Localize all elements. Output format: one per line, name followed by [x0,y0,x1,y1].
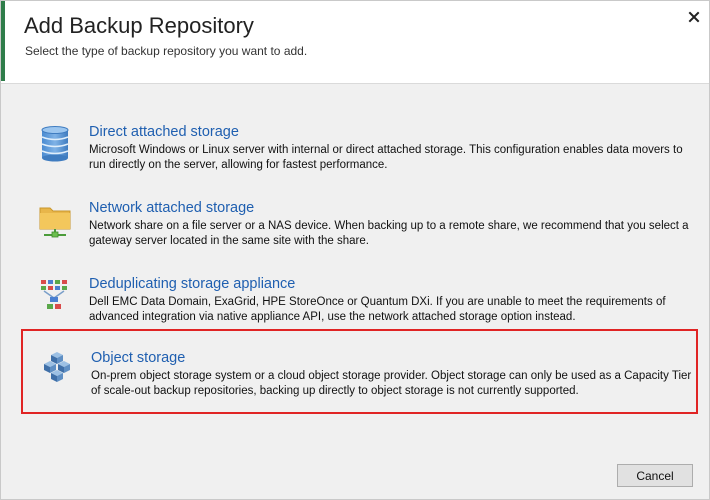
option-title[interactable]: Network attached storage [89,200,255,216]
option-title[interactable]: Direct attached storage [89,124,239,140]
dialog-subtitle: Select the type of backup repository you want to add. [25,44,308,58]
dialog-title: Add Backup Repository [24,13,254,38]
network-folder-icon [39,202,71,238]
cancel-button[interactable]: Cancel [617,464,693,487]
option-description: Microsoft Windows or Linux server with internal or direct attached storage. This configuration enables data movers to run directly on the server, allowing for fastest performance. [89,144,683,171]
accent-bar [1,1,5,81]
object-storage-icon [41,351,73,387]
close-icon[interactable] [685,8,703,26]
option-description: Network share on a file server or a NAS device. When backing up to a remote share, we recommend that you select a gateway server located in the same site with the share. [89,220,689,247]
database-icon [39,126,71,162]
dialog-header [1,1,709,84]
dedup-appliance-icon [39,278,71,314]
option-description: Dell EMC Data Domain, ExaGrid, HPE StoreOnce or Quantum DXi. If you are unable to meet the requirements of advanced integration via native appliance API, use the network attached storage option instead. [89,296,666,323]
option-object-storage[interactable] [21,329,698,414]
option-direct-attached-storage[interactable] [21,120,698,190]
option-description: On-prem object storage system or a cloud object storage provider. Object storage can only be used as a Capacity Tier of scale-out backup repositories, backing up directly to object storage is not currently supported. [91,370,692,397]
option-network-attached-storage[interactable] [21,196,698,266]
dialog-body [1,84,709,499]
option-title[interactable]: Object storage [91,350,186,366]
option-title[interactable]: Deduplicating storage appliance [89,276,296,292]
